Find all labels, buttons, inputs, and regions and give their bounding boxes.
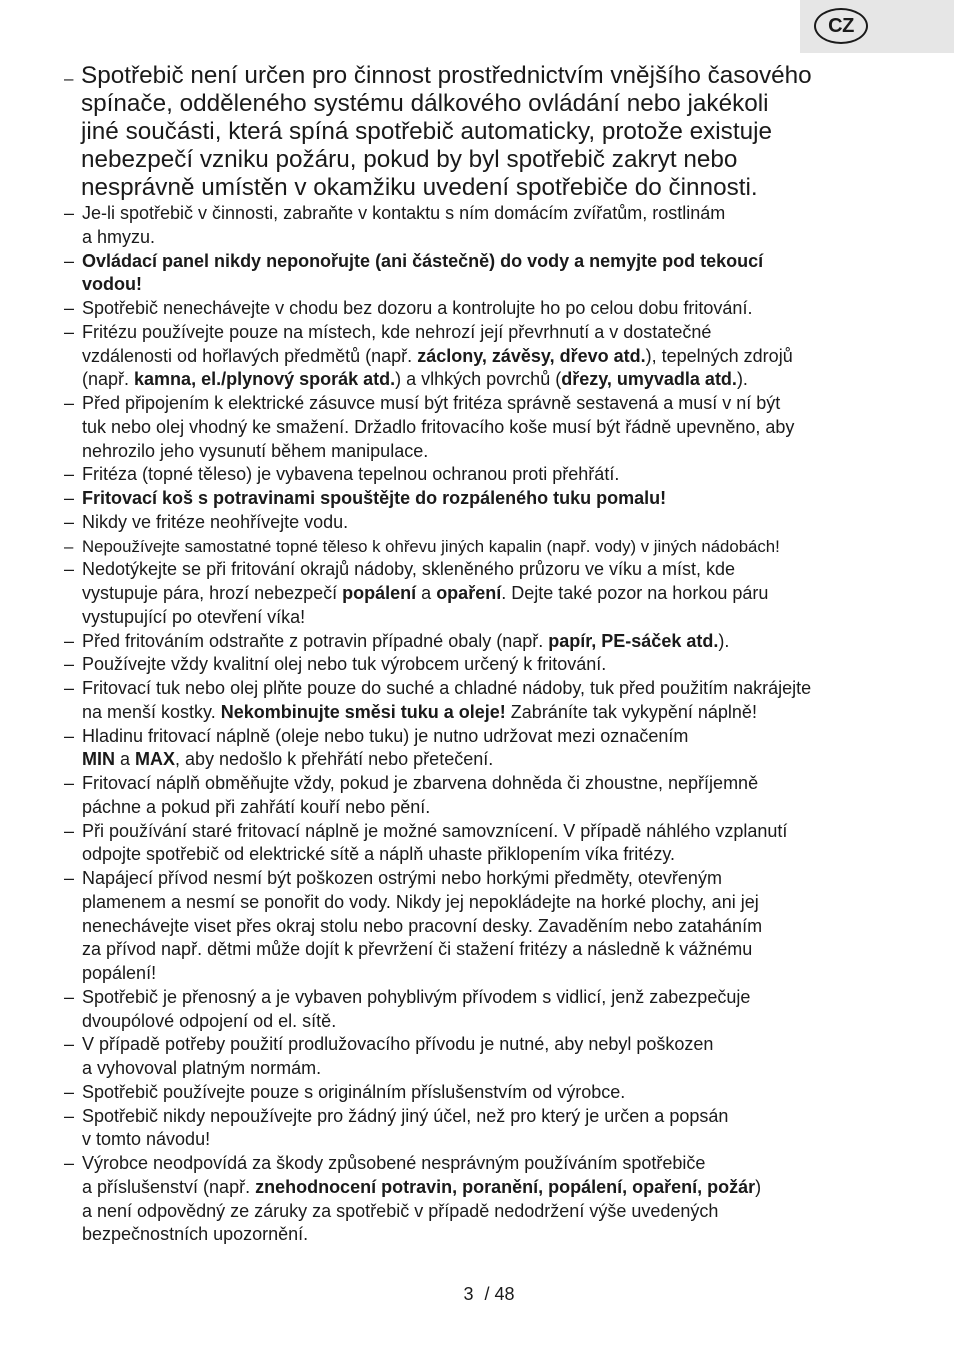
list-item-line <box>82 820 914 844</box>
emphasized-text: Nekombinujte směsi tuku a oleje! <box>220 701 506 722</box>
list-item <box>64 202 914 250</box>
text-segment: (např. <box>82 369 135 390</box>
text-segment: odpojte spotřebič od elektrické sítě a náplň uhaste přiklopením víka fritézy. <box>82 844 675 865</box>
text-segment: dvoupólové odpojení od el. sítě. <box>82 1010 337 1031</box>
text-segment: a hmyzu. <box>82 226 156 247</box>
emphasized-text: MIN <box>82 749 115 770</box>
text-segment: Nepoužívejte samostatné topné těleso k ohřevu jiných kapalin (např. vody) v jiných nádobách! <box>82 536 780 556</box>
list-item-line <box>82 677 914 701</box>
text-segment: nenechávejte viset přes okraj stolu nebo pracovní desky. Zavaděním nebo zataháním <box>82 915 763 936</box>
list-item-line <box>82 463 914 487</box>
text-segment: za přívod např. dětmi může dojít k převržení či stažení fritézy a následně k vážnému <box>82 939 753 960</box>
text-segment: vystupuje pára, hrozí nebezpečí <box>82 583 343 603</box>
list-item <box>64 1152 914 1247</box>
intro-line: nebezpečí vzniku požáru, pokud by byl spotřebič zakryt nebo <box>81 146 738 173</box>
text-segment: ), tepelných zdrojů <box>645 345 793 366</box>
list-item-line <box>82 606 914 630</box>
text-segment: Při používání staré fritovací náplně je možné samovznícení. V případě náhlého vzplanutí <box>82 820 788 841</box>
text-segment: V případě potřeby použití prodlužovacího přívodu je nutné, aby nebyl poškozen <box>82 1034 714 1055</box>
list-item-line <box>82 915 914 939</box>
page-number <box>0 1282 954 1306</box>
text-segment: v tomto návodu! <box>82 1129 211 1150</box>
text-segment: Spotřebič je přenosný a je vybaven pohyblivým přívodem s vidlicí, jenž zabezpečuje <box>82 986 751 1007</box>
list-item-line <box>82 1152 914 1176</box>
list-item <box>64 867 914 986</box>
emphasized-text: Ovládací panel nikdy neponořujte (ani částečně) do vody a nemyjte pod tekoucí <box>82 250 764 271</box>
list-item-line <box>82 368 914 392</box>
emphasized-text: papír, PE-sáček atd. <box>548 630 719 651</box>
text-segment: Nikdy ve fritéze neohřívejte vodu. <box>82 511 349 532</box>
list-dash: – <box>64 464 75 485</box>
list-item-line <box>82 321 914 345</box>
list-item <box>64 463 914 487</box>
text-segment: Fritézu používejte pouze na místech, kde nehrozí její převrhnutí a v dostatečné <box>82 321 712 342</box>
list-dash: – <box>64 393 75 413</box>
text-segment: Výrobce neodpovídá za škody způsobené nesprávným používáním spotřebiče <box>82 1153 706 1173</box>
list-item-line <box>82 891 914 915</box>
list-item-line <box>82 1176 914 1200</box>
list-item-line <box>82 772 914 796</box>
safety-instructions-list <box>64 202 914 1247</box>
list-item-line <box>82 297 914 321</box>
text-segment: Spotřebič nikdy nepoužívejte pro žádný jiný účel, než pro který je určen a popsán <box>82 1105 729 1126</box>
list-item <box>64 986 914 1034</box>
list-item-line <box>82 582 914 606</box>
text-segment: Fritovací tuk nebo olej plňte pouze do suché a chladné nádoby, tuk před použitím nakrájejte <box>82 678 812 698</box>
list-item <box>64 321 914 392</box>
list-item <box>64 1033 914 1081</box>
list-item <box>64 725 914 773</box>
emphasized-text: kamna, el./plynový sporák atd. <box>134 369 396 390</box>
list-dash: – <box>64 725 75 746</box>
list-item-line <box>82 1200 914 1224</box>
intro-warning-text <box>81 62 924 202</box>
text-segment: Před fritováním odstraňte z potravin případné obaly (např. <box>82 630 549 651</box>
list-dash: – <box>64 536 74 556</box>
list-dash: – <box>64 1034 75 1055</box>
emphasized-text: opaření <box>436 583 502 603</box>
text-segment: a <box>115 749 136 770</box>
list-item <box>64 487 914 511</box>
list-dash: – <box>64 678 75 698</box>
list-item <box>64 653 914 677</box>
text-segment: popálení! <box>82 963 157 983</box>
list-item-line <box>82 1010 914 1034</box>
text-segment: a není odpovědný ze záruky za spotřebič v případě nedodržení výše uvedených <box>82 1200 719 1221</box>
list-dash: – <box>64 630 75 651</box>
list-item-line <box>82 843 914 867</box>
list-dash: – <box>64 203 75 223</box>
text-segment: vzdálenosti od hořlavých předmětů (např. <box>82 345 418 366</box>
language-tab <box>800 0 954 53</box>
text-segment: Spotřebič nenechávejte v chodu bez dozoru a kontrolujte ho po celou dobu fritování. <box>82 298 753 318</box>
list-item-line <box>82 273 914 297</box>
text-segment: páchne a pokud při zahřátí kouří nebo pění. <box>82 796 431 817</box>
text-segment: Zabráníte tak vykypění náplně! <box>505 701 757 722</box>
list-item <box>64 820 914 868</box>
list-item-line <box>82 630 914 654</box>
list-dash: – <box>64 321 75 342</box>
list-dash: – <box>64 654 75 675</box>
list-item-line <box>82 511 914 535</box>
list-dash: – <box>64 868 75 888</box>
text-segment: Je-li spotřebič v činnosti, zabraňte v kontaktu s ním domácím zvířatům, rostlinám <box>82 203 726 223</box>
list-item-line <box>82 962 914 986</box>
text-segment: plamenem a nesmí se ponořit do vody. Nikdy jej nepokládejte na horké plochy, ani jej <box>82 891 759 912</box>
page-total: / 48 <box>484 1284 515 1304</box>
text-segment: na menší kostky. <box>82 701 221 722</box>
emphasized-text: MAX <box>135 749 176 770</box>
list-dash: – <box>64 511 75 532</box>
list-dash: – <box>64 69 74 88</box>
emphasized-text: dřezy, umyvadla atd. <box>561 369 737 390</box>
intro-warning <box>64 62 924 202</box>
intro-line: spínače, odděleného systému dálkového ovládání nebo jakékoli <box>81 90 769 117</box>
text-segment: , aby nedošlo k přehřátí nebo přetečení. <box>175 749 494 770</box>
list-item-line <box>82 1057 914 1081</box>
list-dash: – <box>64 559 75 580</box>
list-item-line <box>82 653 914 677</box>
list-item <box>64 630 914 654</box>
emphasized-text: záclony, závěsy, dřevo atd. <box>417 345 646 366</box>
text-segment: Napájecí přívod nesmí být poškozen ostrými nebo horkými předměty, otevřeným <box>82 868 722 888</box>
list-item-line <box>82 867 914 891</box>
list-dash: – <box>64 250 75 271</box>
list-item-line <box>82 440 914 464</box>
emphasized-text: Fritovací koš s potravinami spouštějte do rozpáleného tuku pomalu! <box>82 488 667 508</box>
list-item-line <box>82 416 914 440</box>
list-dash: – <box>64 1105 75 1126</box>
list-item-line <box>82 796 914 820</box>
text-segment: Fritéza (topné těleso) je vybavena tepelnou ochranou proti přehřátí. <box>82 464 620 485</box>
list-dash: – <box>64 298 75 318</box>
text-segment: bezpečnostních upozornění. <box>82 1224 309 1245</box>
list-item-line <box>82 725 914 749</box>
text-segment: vystupující po otevření víka! <box>82 606 306 627</box>
list-item-line <box>82 345 914 369</box>
list-item-line <box>82 748 914 772</box>
list-dash: – <box>64 773 75 793</box>
language-badge: CZ <box>814 8 868 44</box>
emphasized-text: vodou! <box>82 274 142 295</box>
list-dash: – <box>64 488 75 508</box>
text-segment: ). <box>718 630 730 651</box>
list-item <box>64 558 914 629</box>
list-item <box>64 772 914 820</box>
text-segment: a <box>416 583 437 603</box>
intro-line: Spotřebič není určen pro činnost prostřednictvím vnějšího časového <box>81 62 812 89</box>
list-item <box>64 511 914 535</box>
list-item-line <box>82 938 914 962</box>
text-segment: nehrozilo jeho vysunutí během manipulace. <box>82 440 429 461</box>
list-item <box>64 250 914 298</box>
list-item-line <box>82 986 914 1010</box>
list-item-line <box>82 392 914 416</box>
intro-line: jiné součásti, která spíná spotřebič automaticky, protože existuje <box>81 118 773 145</box>
text-segment: tuk nebo olej vhodný ke smažení. Držadlo fritovacího koše musí být řádně upevněno, aby <box>82 416 795 437</box>
text-segment: Hladinu fritovací náplně (oleje nebo tuku) je nutno udržovat mezi označením <box>82 725 689 746</box>
text-segment: a vyhovoval platným normám. <box>82 1058 322 1078</box>
list-dash: – <box>64 820 75 841</box>
list-item-line <box>82 1081 914 1105</box>
list-item <box>64 1105 914 1153</box>
intro-line: nesprávně umístěn v okamžiku uvedení spotřebiče do činnosti. <box>81 174 758 201</box>
text-segment: Před připojením k elektrické zásuvce musí být fritéza správně sestavená a musí v ní být <box>82 393 781 413</box>
list-item-line <box>82 1105 914 1129</box>
list-item-line <box>82 1128 914 1152</box>
list-item-line <box>82 487 914 511</box>
emphasized-text: popálení <box>342 583 417 603</box>
list-item <box>64 1081 914 1105</box>
list-item-line <box>82 250 914 274</box>
text-segment: ) a vlhkých povrchů ( <box>395 369 562 390</box>
list-dash: – <box>64 1081 75 1102</box>
list-item-line <box>82 558 914 582</box>
list-item-line <box>82 1033 914 1057</box>
text-segment: a příslušenství (např. <box>82 1176 256 1197</box>
list-item <box>64 677 914 725</box>
list-item-line <box>82 202 914 226</box>
text-segment: Spotřebič používejte pouze s originálním příslušenstvím od výrobce. <box>82 1081 626 1102</box>
emphasized-text: znehodnocení potravin, poranění, popálení, opaření, požár <box>255 1176 756 1197</box>
text-segment: . Dejte také pozor na horkou páru <box>501 583 769 603</box>
text-segment: Fritovací náplň obměňujte vždy, pokud je zbarvena dohněda či zhoustne, nepříjemně <box>82 773 759 793</box>
text-segment: Nedotýkejte se při fritování okrajů nádoby, skleněného průzoru ve víku a míst, kde <box>82 559 736 580</box>
text-segment: ) <box>755 1176 762 1197</box>
list-item <box>64 297 914 321</box>
list-item-line <box>82 1223 914 1247</box>
list-item-line <box>82 535 914 559</box>
list-dash: – <box>64 986 75 1007</box>
list-item <box>64 392 914 463</box>
list-dash: – <box>64 1153 75 1173</box>
text-segment: Používejte vždy kvalitní olej nebo tuk výrobcem určený k fritování. <box>82 654 607 675</box>
list-item <box>64 535 914 559</box>
list-item-line <box>82 226 914 250</box>
text-segment: ). <box>736 369 748 390</box>
page-current: 3 <box>463 1284 474 1304</box>
list-item-line <box>82 701 914 725</box>
